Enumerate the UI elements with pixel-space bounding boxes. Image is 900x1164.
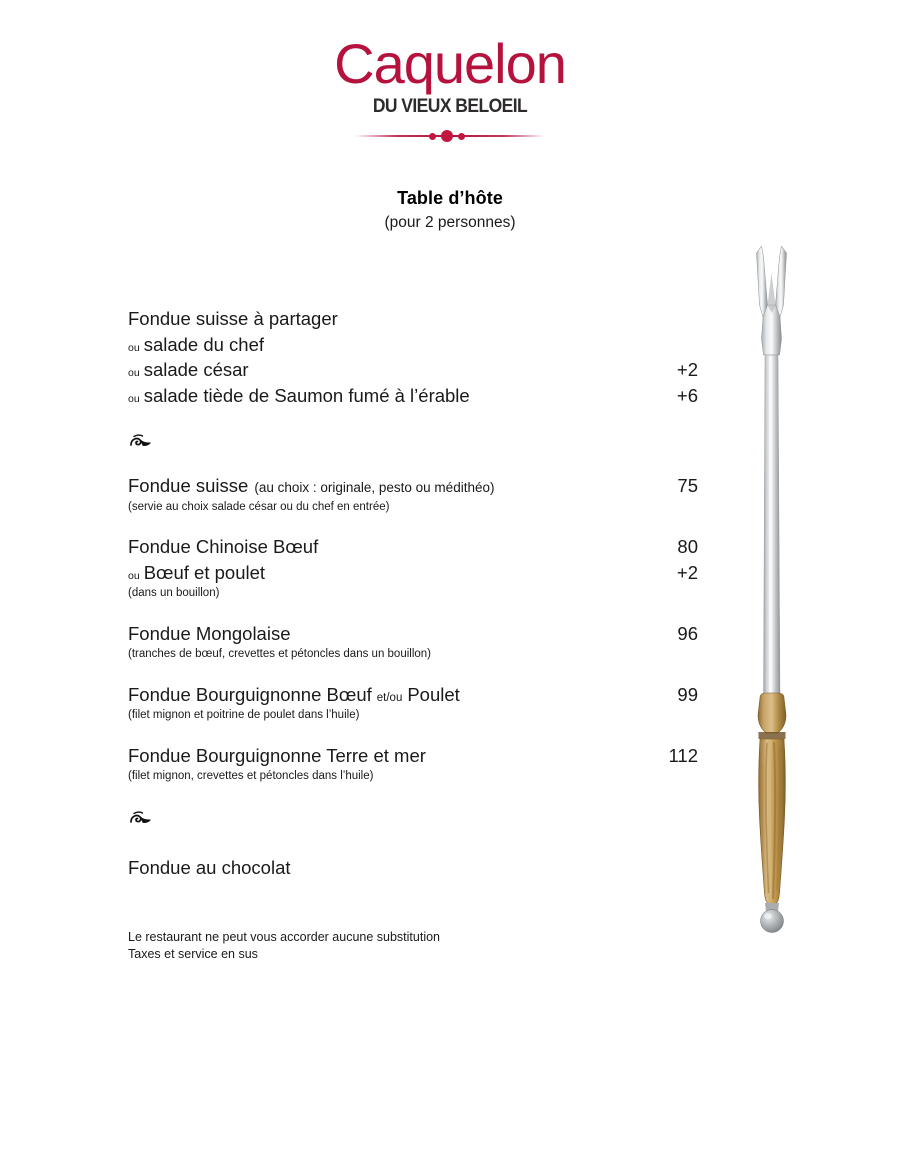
menu-row-main	[128, 621, 698, 663]
menu-row-main	[128, 682, 698, 724]
item-note: (servie au choix salade césar ou du chef en entrée)	[128, 500, 390, 513]
page-subtitle: (pour 2 personnes)	[384, 214, 516, 231]
spacer	[128, 663, 698, 682]
spacer	[128, 785, 698, 809]
item-price: +2	[676, 561, 698, 583]
item-price: 75	[677, 475, 698, 497]
menu-row-main	[128, 534, 698, 602]
item-price: 99	[677, 683, 698, 705]
item-name: Fondue suisse à partager	[128, 308, 338, 329]
menu-row-main	[128, 473, 698, 515]
item-name: salade césar	[143, 359, 249, 381]
item-name: Fondue suisse	[128, 475, 249, 497]
item-connector: et/ou	[376, 691, 403, 704]
option-prefix: ou	[128, 341, 140, 354]
spacer	[128, 831, 698, 855]
item-price: 112	[668, 744, 698, 766]
item-note: (filet mignon, crevettes et pétoncles dans l’huile)	[128, 770, 374, 783]
restaurant-logo	[0, 32, 900, 143]
spacer	[128, 454, 698, 473]
menu-row-starter-option	[128, 332, 698, 358]
divider-dot-center	[441, 130, 453, 142]
menu-row-starter-lead	[128, 306, 698, 332]
spacer	[128, 408, 698, 432]
item-name: Fondue au chocolat	[128, 856, 291, 878]
menu-header	[0, 188, 900, 232]
footer-notes	[128, 929, 648, 962]
spacer	[128, 724, 698, 743]
item-note: (tranches de bœuf, crevettes et pétoncles dans un bouillon)	[128, 648, 432, 661]
item-name: Fondue Bourguignonne Terre et mer	[128, 744, 426, 766]
page-title: Table d’hôte	[397, 188, 503, 208]
footer-note-taxes: Taxes et service en sus	[128, 946, 258, 961]
item-name: Bœuf et poulet	[143, 561, 266, 583]
menu-items-list	[128, 306, 698, 880]
item-name: salade du chef	[143, 333, 265, 355]
divider-dot-left	[429, 133, 436, 140]
item-note: (filet mignon et poitrine de poulet dans l’huile)	[128, 709, 360, 722]
menu-row-starter-option	[128, 357, 698, 383]
option-prefix: ou	[128, 569, 140, 582]
item-qualifier: (au choix : originale, pesto ou médithéo)	[254, 480, 495, 496]
item-price: 96	[677, 622, 698, 644]
fondue-fork-illustration	[736, 243, 816, 943]
menu-row-dessert	[128, 855, 698, 881]
brand-tagline: DU VIEUX BELOEIL	[372, 96, 528, 117]
spacer	[128, 515, 698, 534]
item-note: (dans un bouillon)	[128, 587, 220, 600]
item-price: +2	[676, 359, 698, 381]
menu-row-starter-option	[128, 383, 698, 409]
item-name: Fondue Bourguignonne Bœuf	[128, 683, 372, 705]
item-name-secondary: Poulet	[407, 683, 460, 705]
section-ornament-icon	[128, 432, 698, 454]
logo-divider-ornament	[355, 129, 545, 143]
menu-row-main	[128, 743, 698, 785]
brand-name: Caquelon	[334, 32, 566, 95]
item-name: salade tiède de Saumon fumé à l’érable	[143, 384, 470, 406]
item-name: Fondue Mongolaise	[128, 622, 291, 644]
item-price: +6	[676, 384, 698, 406]
section-ornament-icon	[128, 809, 698, 831]
option-prefix: ou	[128, 392, 140, 405]
spacer	[128, 602, 698, 621]
item-name: Fondue Chinoise Bœuf	[128, 536, 319, 558]
footer-note-substitution: Le restaurant ne peut vous accorder aucune substitution	[128, 930, 441, 944]
divider-dot-right	[458, 133, 465, 140]
option-prefix: ou	[128, 367, 140, 380]
item-price: 80	[677, 536, 698, 558]
